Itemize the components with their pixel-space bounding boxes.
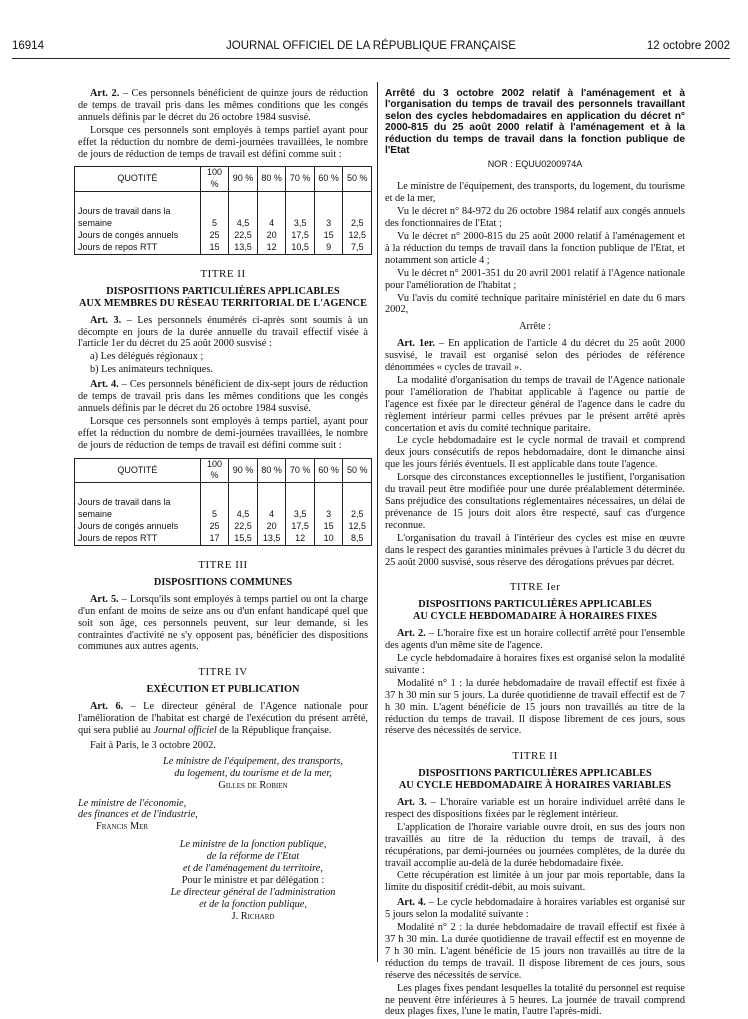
art2-paragraph-3: Modalité n° 1 : la durée hebdomadaire de travail effectif est fixée à 37 h 30 min sur 5 jours. La durée quotidienne de travail effectif est de 7 h 30 min. L'agent bénéficie de 15 jours non travaillés au titre de la réduction du temps de travail. Il dispose librement de ces jours, sous réserve des nécessités de service. [385, 677, 685, 737]
right-column [385, 88, 685, 1019]
table-row: Jours de travail dans la semaine 5 4,5 4 3,5 3 2,5 [75, 192, 372, 230]
table-header: QUOTITÉ [75, 167, 201, 192]
signature-block-1: Le ministre de l'équipement, des transports, du logement, du tourisme et de la mer, Gilles de Robien [138, 756, 368, 792]
table-header: 60 % [314, 167, 343, 192]
header-rule [12, 58, 730, 59]
art2-paragraph: Art. 2. – L'horaire fixe est un horaire collectif arrêté pour l'ensemble des agents d'un même site de l'agence. [385, 628, 685, 652]
table-row: Jours de congés annuels 25 22,5 20 17,5 15 12,5 [75, 521, 372, 533]
table-header: 70 % [286, 458, 315, 483]
rtt-table-1 [74, 166, 372, 254]
column-divider [377, 82, 378, 962]
art1-paragraph-5: L'organisation du travail à l'intérieur des cycles est mise en œuvre dans le respect des garanties minimales prévues à l'article 3 du décret du 25 août 2000 susvisé, sous réserve des dérogations prévues par décret. [385, 532, 685, 568]
table-row: Jours de repos RTT 17 15,5 13,5 12 10 8,5 [75, 533, 372, 545]
issue-date: 12 octobre 2002 [646, 40, 730, 52]
page-header [12, 40, 730, 56]
journal-title: JOURNAL OFFICIEL DE LA RÉPUBLIQUE FRANÇAISE [226, 40, 516, 52]
titre-4-heading: TITRE IV [198, 666, 248, 679]
signatory-name: Francis Mer [96, 821, 149, 833]
table-header: 90 % [229, 458, 258, 483]
titre-2-subtitle-2: AUX MEMBRES DU RÉSEAU TERRITORIAL DE L'AGENCE [79, 297, 367, 309]
visa-paragraph: Le ministre de l'équipement, des transports, du logement, du tourisme et de la mer, [385, 181, 685, 205]
left-column [78, 88, 368, 923]
table-header: 60 % [314, 458, 343, 483]
nor-reference: NOR : EQUU0200974A [487, 159, 583, 170]
table-header: 100 % [200, 167, 229, 192]
table-header: 70 % [286, 167, 315, 192]
art3-paragraph-3: Cette récupération est limitée à un jour par mois reportable, dans la limite du dispositif crédit-débit, au mois suivant. [385, 870, 685, 894]
art3-paragraph: Art. 3. – Les personnels énumérés ci-après sont soumis à un décompte en jours de la durée annuelle du travail effectif visée à l'article 1er du décret du 25 août 2000 susvisé : [78, 314, 368, 350]
art1-paragraph-3: Le cycle hebdomadaire est le cycle normal de travail et comprend deux jours consécutifs de repos hebdomadaire, dont le dimanche ainsi que les jours fériés éventuels. Il est applicable dans toute l'agence. [385, 435, 685, 471]
art1-paragraph-2: La modalité d'organisation du temps de travail de l'Agence nationale pour l'amélioration de l'habitat applicable à l'agence ou partie de l'agence est fixée par le directeur général de l'agence dans le cadre du règlement intérieur parmi celles prévues par le présent arrêté après concertation et avis du comité technique paritaire. [385, 374, 685, 434]
signatory-name: Gilles de Robien [218, 779, 288, 791]
art2-paragraph-2: Le cycle hebdomadaire à horaires fixes est organisé selon la modalité suivante : [385, 652, 685, 676]
arrete-label: Arrête : [519, 321, 551, 333]
titre-2-subtitle: DISPOSITIONS PARTICULIÈRES APPLICABLES [106, 285, 340, 297]
table-header: 50 % [343, 167, 372, 192]
signatory-name: J. Richard [231, 910, 275, 922]
art1-paragraph: Art. 1er. – En application de l'article 4 du décret du 25 août 2000 susvisé, le travail est organisé selon des périodes de référence dénommées « cycles de travail ». [385, 338, 685, 374]
art5-paragraph: Art. 5. – Lorsqu'ils sont employés à temps partiel ou ont la charge d'un enfant de moins de seize ans ou d'un enfant handicapé quel que soit son âge, ces personnels peuvent, sur leur demande, si les contraintes d'activité ne s'y opposent pas, bénéficier des dispositions communes aux autres agents. [78, 593, 368, 653]
titre-2-heading: TITRE II [512, 750, 558, 763]
table-header: QUOTITÉ [75, 458, 201, 483]
art1-paragraph-4: Lorsque des circonstances exceptionnelles le justifient, l'organisation du travail peut être modifiée pour une durée préalablement déterminée. Sans préjudice des consultations réglementaires nécessaires, un délai de prévenance de 15 jours doit alors être respecté, sauf cas d'urgence reconnue. [385, 472, 685, 531]
titre-3-heading: TITRE III [198, 559, 248, 571]
table-header: 50 % [343, 458, 372, 483]
titre-3-subtitle: DISPOSITIONS COMMUNES [153, 576, 293, 588]
art4-paragraph-3: Les plages fixes pendant lesquelles la totalité du personnel est requise ne peuvent être inférieures à 5 heures. La journée de travail comprend deux plages fixes, l'une le matin, l'autre l'après-midi. [385, 982, 685, 1018]
titre-1-subtitle: DISPOSITIONS PARTICULIÈRES APPLICABLES [418, 599, 652, 611]
art2-paragraph-2: Lorsque ces personnels sont employés à temps partiel ayant pour effet la réduction du nombre de demi-journées travaillées, le nombre de jours de réduction de temps de travail est défini comme suit : [78, 124, 368, 160]
rtt-table-2 [74, 458, 372, 546]
titre-2-subtitle-2: AU CYCLE HEBDOMADAIRE À HORAIRES VARIABLES [398, 780, 672, 792]
table-header: 80 % [257, 167, 286, 192]
table-row: Jours de congés annuels 25 22,5 20 17,5 15 12,5 [75, 230, 372, 242]
titre-2-heading: TITRE II [200, 267, 246, 280]
art6-paragraph: Art. 6. – Le directeur général de l'Agence nationale pour l'amélioration de l'habitat est chargé de l'exécution du présent arrêté, qui sera publié au Journal officiel de la République française. [78, 701, 368, 736]
table-row: Jours de repos RTT 15 13,5 12 10,5 9 7,5 [75, 242, 372, 254]
visa-paragraph: Vu le décret n° 84-972 du 26 octobre 1984 relatif aux congés annuels des fonctionnaires de l'Etat ; [385, 206, 685, 230]
visa-paragraph: Vu le décret n° 2001-351 du 20 avril 2001 relatif à l'Agence nationale pour l'amélioration de l'habitat ; [385, 267, 685, 291]
signature-block-2: Le ministre de l'économie, des finances et de l'industrie, Francis Mer [78, 798, 228, 834]
visa-paragraph: Vu l'avis du comité technique paritaire ministériel en date du 6 mars 2002, [385, 292, 685, 316]
page-number: 16914 [12, 40, 44, 52]
art2-paragraph: Art. 2. – Ces personnels bénéficient de quinze jours de réduction de temps de travail pris dans les mêmes conditions que les congés annuels définis par le décret du 26 octobre 1984 susvisé. [78, 88, 369, 123]
table-header: 100 % [200, 458, 229, 483]
art4-paragraph: Art. 4. – Ces personnels bénéficient de dix-sept jours de réduction de temps de travail pris dans les mêmes conditions que les congés annuels définis par le décret du 26 octobre 1984 susvisé. [78, 379, 368, 414]
signature-date: Fait à Paris, le 3 octobre 2002. [90, 739, 216, 751]
list-item: a) Les délégués régionaux ; [90, 351, 204, 363]
art4-paragraph-2: Lorsque ces personnels sont employés à temps partiel, ayant pour effet la réduction du nombre de demi-journées travaillées, le nombre de jours de réduction de temps de travail est défini comme suit : [78, 415, 368, 451]
art4-paragraph-2: Modalité n° 2 : la durée hebdomadaire de travail effectif est fixée à 37 h 30 min. La durée quotidienne de travail effectif est en moyenne de 7 h 30 min. L'agent bénéficie de 15 jours non travaillés au titre de la réduction du temps de travail. Il dispose librement de ces jours, sous réserve des nécessités de service. [385, 922, 685, 981]
titre-4-subtitle: EXÉCUTION ET PUBLICATION [146, 684, 300, 696]
titre-1-heading: TITRE Ier [509, 581, 561, 594]
list-item: b) Les animateurs techniques. [90, 364, 213, 376]
art3-paragraph-2: L'application de l'horaire variable ouvre droit, en sus des jours non travaillés au titre de la réduction du temps de travail, à des récupérations, par demi-journées ou journées complètes, de la durée du travail accomplie au-delà de la durée hebdomadaire fixée. [385, 821, 685, 869]
decree-title: Arrêté du 3 octobre 2002 relatif à l'aménagement et à l'organisation du temps de travail des personnels travaillant selon des cycles hebdomadaires en application du décret n° 2000-815 du 25 août 2000 relatif à l'aménagement et à la réduction du temps de travail dans la fonction publique de l'Etat [385, 88, 685, 157]
signature-block-3: Le ministre de la fonction publique, de la réforme de l'Etat et de l'aménagement du territoire, Pour le ministre et par délégation : Le directeur général de l'administration et de la fonction publique, J. Richard [138, 839, 368, 922]
art3-paragraph: Art. 3. – L'horaire variable est un horaire individuel arrêté dans le respect des dispositions fixées par le règlement intérieur. [385, 797, 685, 820]
visa-paragraph: Vu le décret n° 2000-815 du 25 août 2000 relatif à l'aménagement et à la réduction du temps de travail dans la fonction publique de l'Etat, et notamment son article 4 ; [385, 230, 685, 266]
table-header: 90 % [229, 167, 258, 192]
table-row: Jours de travail dans la semaine 5 4,5 4 3,5 3 2,5 [75, 483, 372, 521]
table-header: 80 % [257, 458, 286, 483]
art4-paragraph: Art. 4. – Le cycle hebdomadaire à horaires variables est organisé sur 5 jours selon la modalité suivante : [385, 897, 685, 921]
titre-1-subtitle-2: AU CYCLE HEBDOMADAIRE À HORAIRES FIXES [412, 611, 657, 623]
titre-2-subtitle: DISPOSITIONS PARTICULIÈRES APPLICABLES [418, 768, 652, 780]
